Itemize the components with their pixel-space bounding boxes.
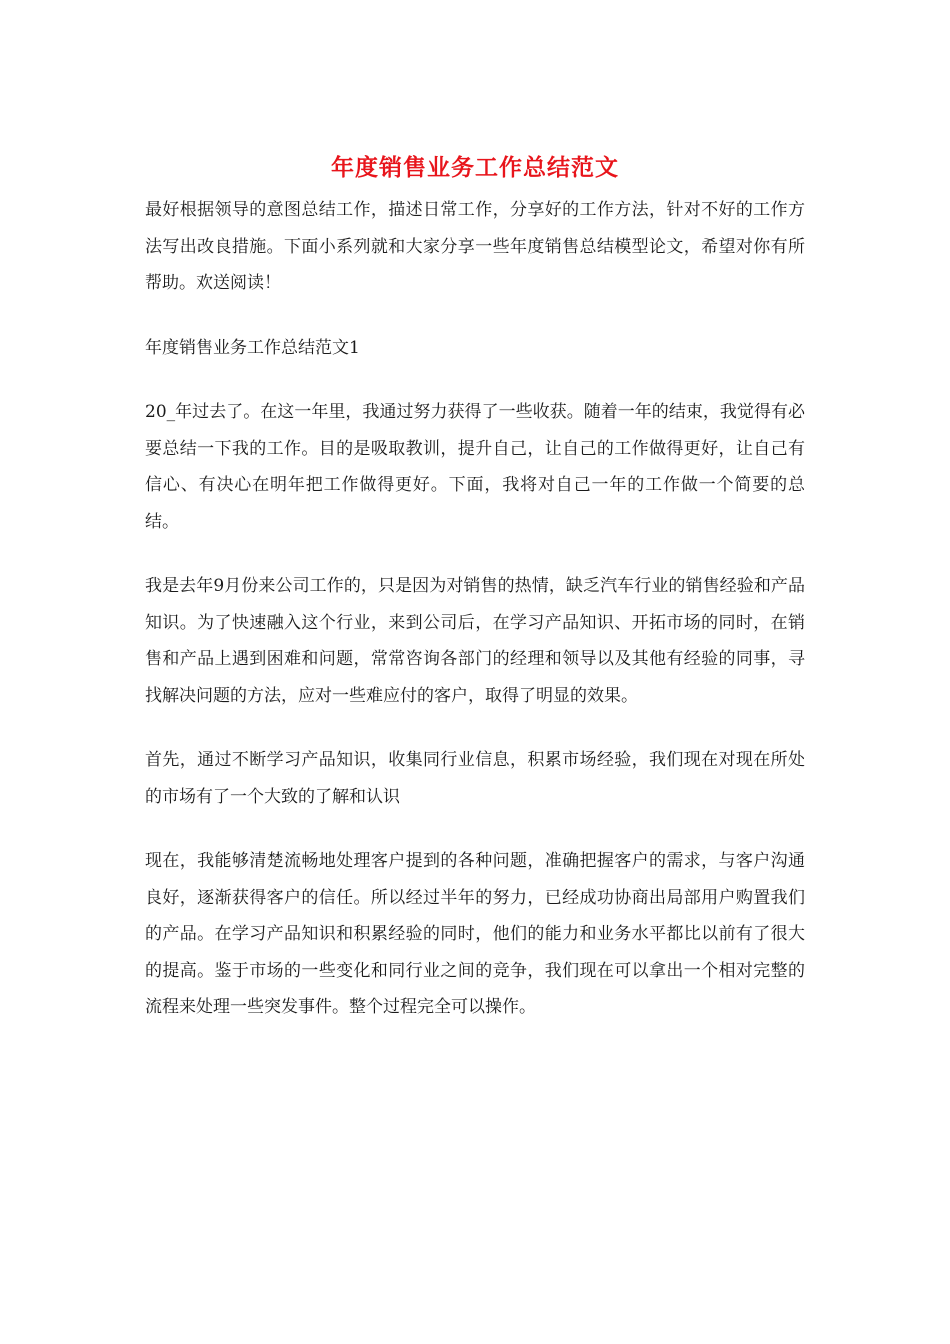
document-body	[145, 192, 805, 1054]
body-paragraph: 20_年过去了。在这一年里，我通过努力获得了一些收获。随着一年的结束，我觉得有必要总结一下我的工作。目的是吸取教训，提升自己，让自己的工作做得更好，让自己有信心、有决心在明年把工作做得更好。下面，我将对自己一年的工作做一个简要的总结。	[145, 402, 805, 532]
body-paragraph: 现在，我能够清楚流畅地处理客户提到的各种问题，准确把握客户的需求，与客户沟通良好，逐渐获得客户的信任。所以经过半年的努力，已经成功协商出局部用户购置我们的产品。在学习产品知识和积累经验的同时，他们的能力和业务水平都比以前有了很大的提高。鉴于市场的一些变化和同行业之间的竞争，我们现在可以拿出一个相对完整的流程来处理一些突发事件。整个过程完全可以操作。	[145, 851, 805, 1017]
document-title: 年度销售业务工作总结范文	[331, 154, 619, 181]
body-paragraph: 我是去年9月份来公司工作的，只是因为对销售的热情，缺乏汽车行业的销售经验和产品知识。为了快速融入这个行业，来到公司后，在学习产品知识、开拓市场的同时，在销售和产品上遇到困难和问题，常常咨询各部门的经理和领导以及其他有经验的同事，寻找解决问题的方法，应对一些难应付的客户，取得了明显的效果。	[145, 576, 805, 706]
intro-paragraph: 最好根据领导的意图总结工作，描述日常工作，分享好的工作方法，针对不好的工作方法写出改良措施。下面小系列就和大家分享一些年度销售总结模型论文，希望对你有所帮助。欢送阅读！	[145, 200, 805, 293]
body-paragraph: 首先，通过不断学习产品知识，收集同行业信息，积累市场经验，我们现在对现在所处的市场有了一个大致的了解和认识	[145, 750, 805, 807]
section-heading: 年度销售业务工作总结范文1	[145, 337, 360, 358]
